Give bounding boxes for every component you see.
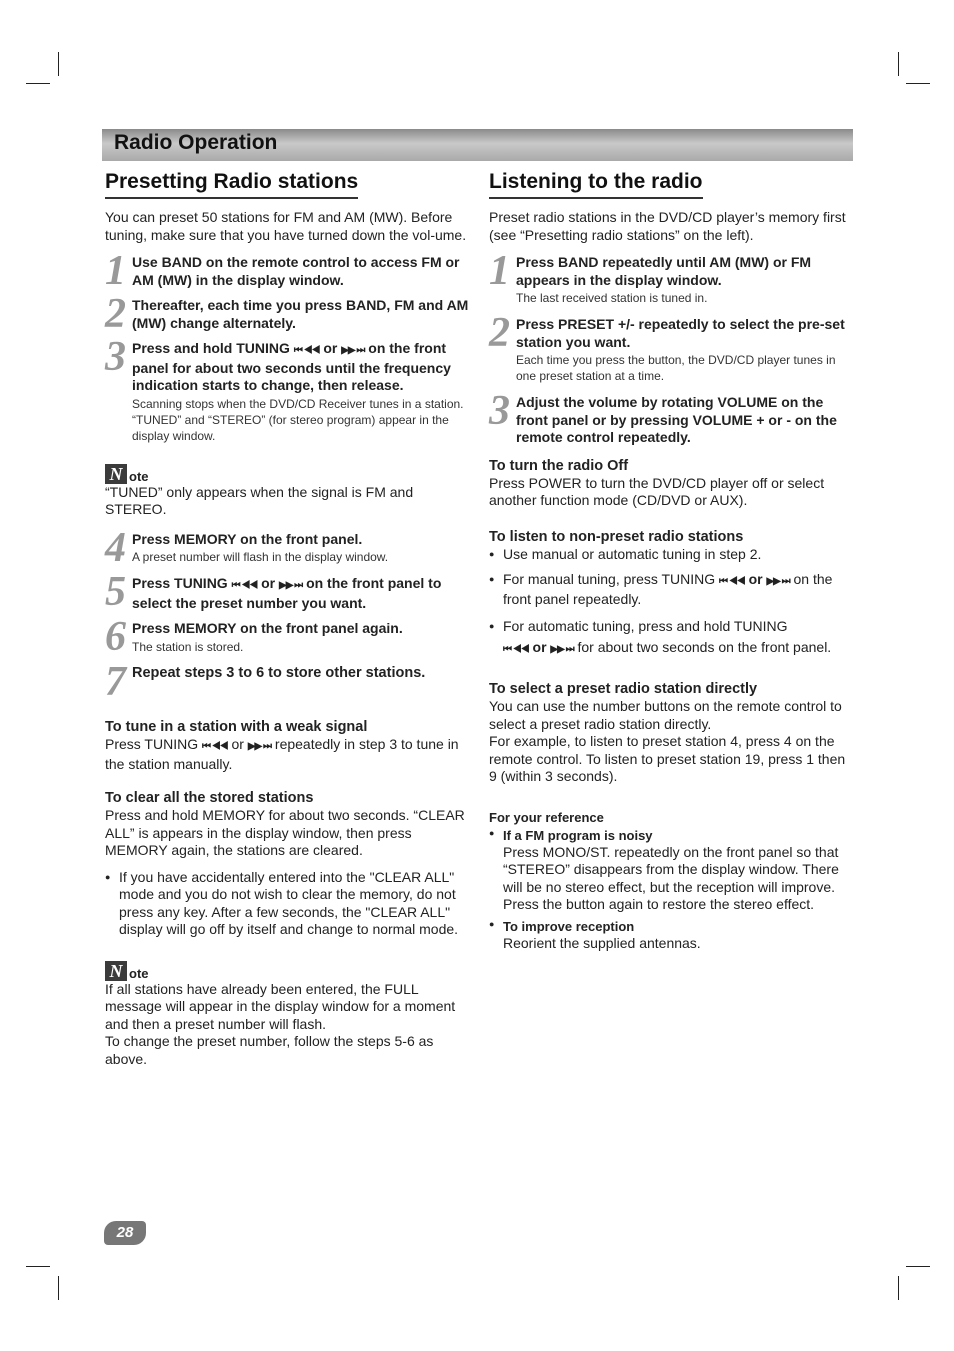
step-text-part: or (261, 575, 276, 591)
crop-mark (58, 52, 59, 76)
crop-mark (906, 83, 930, 84)
page-number: 28 (104, 1221, 146, 1245)
tuning-next-icon: ▶▶ ⏭ (550, 644, 574, 655)
step-number: 5 (105, 569, 126, 615)
note-text: If all stations have already been entered, the FULL message will appear in the display window for a moment and then a preset number will flash. (105, 980, 456, 1032)
presetting-intro: You can preset 50 stations for FM and AM (MW). Before tuning, make sure that you have turned down the vol-ume. (105, 209, 467, 243)
step-text-part: on the front panel for about two seconds until the frequency indication starts to change, then release. (132, 340, 451, 393)
reference-item-text: Press MONO/ST. repeatedly on the front panel so that “STEREO” disappears from the display window. There will be no stereo effect, but the reception will improve. Press the button again to restore the stereo effect. (503, 843, 839, 912)
tuning-prev-icon: ⏮ ◀◀ (293, 345, 320, 356)
note-label: ote (129, 965, 149, 981)
tuning-next-icon: ▶▶ ⏭ (279, 580, 303, 591)
step-number: 7 (105, 658, 126, 705)
crop-mark (906, 1266, 930, 1267)
text-part: Press TUNING (105, 736, 199, 752)
weak-signal-heading: To tune in a station with a weak signal (105, 719, 368, 735)
text-part: or (748, 571, 763, 587)
radio-off-heading: To turn the radio Off (489, 457, 629, 474)
tuning-next-icon: ▶▶ ⏭ (766, 576, 790, 587)
listening-title: Listening to the radio (489, 170, 703, 199)
tuning-prev-icon: ⏮ ◀◀ (231, 580, 258, 591)
step-subtext: The station is stored. (132, 639, 244, 654)
step-3 (105, 334, 469, 444)
step-2 (105, 291, 469, 337)
text-part: For manual tuning, press TUNING (503, 571, 716, 587)
clear-bullet: ● If you have accidentally entered into the "CLEAR ALL" mode and you do not wish to clear the memory, do not press any key. After a few seconds, the "CLEAR ALL" display will go off by itself and change to normal mode. (105, 869, 469, 939)
step-subtext: A preset number will flash in the display window. (132, 550, 389, 564)
step-subtext: Scanning stops when the DVD/CD Receiver tunes in a station. “TUNED” and “STEREO” (for stereo program) appear in the display window. (132, 396, 464, 443)
non-preset-bullet-2 (489, 571, 853, 608)
step-text-part: on the front panel to select the preset number you want. (132, 575, 442, 611)
step-text-part: Press and hold TUNING (132, 340, 290, 356)
step-1 (105, 248, 469, 294)
weak-signal-text (105, 736, 469, 773)
step-text: Thereafter, each time you press BAND, FM and AM (MW) change alternately. (132, 297, 469, 331)
note-label: ote (129, 468, 149, 484)
step-text (132, 340, 469, 395)
step-2 (489, 310, 853, 384)
section-banner (102, 129, 853, 161)
non-preset-bullet-1: ● Use manual or automatic tuning in step 2. (489, 546, 853, 564)
text-part: or (231, 736, 244, 752)
text-part: For automatic tuning, press and hold TUNING (503, 618, 788, 634)
crop-mark (26, 1266, 50, 1267)
step-number: 3 (105, 334, 126, 380)
clear-heading: To clear all the stored stations (105, 790, 314, 806)
crop-mark (58, 1276, 59, 1300)
tuning-next-icon: ▶▶ ⏭ (247, 741, 272, 752)
step-number: 4 (105, 524, 126, 571)
reference-item-title: ● To improve reception (503, 918, 635, 934)
step-7 (105, 658, 469, 705)
reference-item-title: ● If a FM program is noisy (503, 827, 653, 843)
reference-item-reception (489, 918, 853, 953)
step-number: 6 (105, 614, 126, 660)
listening-intro: Preset radio stations in the DVD/CD player’s memory first (see “Presetting radio stations” on the left). (489, 209, 846, 243)
text-part: or (532, 639, 547, 655)
note-icon: N (105, 464, 127, 484)
step-text: Press MEMORY on the front panel. (132, 530, 363, 547)
direct-select-heading: To select a preset radio station directly (489, 681, 758, 697)
text-part: for about two seconds on the front panel. (577, 639, 832, 655)
note-2 (105, 961, 469, 981)
step-text: Repeat steps 3 to 6 to store other stations. (132, 664, 426, 681)
left-column (105, 170, 469, 1068)
tuning-prev-icon: ⏮ ◀◀ (201, 741, 228, 752)
step-subtext: The last received station is tuned in. (516, 291, 708, 305)
right-column (489, 170, 853, 952)
text-part: repeatedly in step 3 to tune in the station manually. (105, 736, 459, 772)
step-text-part: or (323, 340, 338, 356)
step-1 (489, 248, 853, 306)
non-preset-bullet-3 (489, 616, 853, 660)
step-number: 1 (489, 248, 510, 294)
step-number: 2 (105, 291, 126, 337)
note-text: To change the preset number, follow the steps 5-6 as above. (105, 1033, 434, 1067)
step-text: Use BAND on the remote control to access FM or AM (MW) in the display window. (132, 254, 460, 288)
reference-heading: For your reference (489, 809, 604, 825)
page-title: Radio Operation (114, 131, 278, 154)
step-6 (105, 614, 469, 660)
tuning-next-icon: ▶▶ ⏭ (341, 345, 365, 356)
step-text (132, 575, 469, 612)
step-5 (105, 569, 469, 615)
crop-mark (898, 1276, 899, 1300)
text-part: on the front panel repeatedly. (503, 571, 833, 607)
note-icon: N (105, 961, 127, 981)
crop-mark (26, 83, 50, 84)
direct-select-text: For example, to listen to preset station 4, press 4 on the remote control. To listen to preset station 19, press 1 then 9 (within 3 seconds). (489, 733, 846, 784)
step-text: Press BAND repeatedly until AM (MW) or FM appears in the display window. (516, 254, 812, 288)
note-text: “TUNED” only appears when the signal is FM and STEREO. (105, 483, 414, 517)
direct-select-text: You can use the number buttons on the remote control to select a preset radio station directly. (489, 698, 842, 732)
step-number: 3 (489, 388, 510, 434)
reference-item-text: Reorient the supplied antennas. (503, 934, 701, 951)
step-number: 1 (105, 248, 126, 294)
step-text-part: Press TUNING (132, 575, 228, 591)
step-number: 2 (489, 310, 510, 356)
radio-off-text: Press POWER to turn the DVD/CD player off or select another function mode (CD/DVD or AUX). (489, 474, 825, 508)
step-text: Press MEMORY on the front panel again. (132, 620, 403, 636)
clear-text: Press and hold MEMORY for about two seconds. “CLEAR ALL” is appears in the display window, then press MEMORY again, the stations are cleared. (105, 807, 465, 858)
step-subtext: Each time you press the button, the DVD/CD player tunes in one preset station at a time. (516, 353, 836, 383)
step-text: Press PRESET +/- repeatedly to select the pre-set station you want. (516, 316, 845, 350)
tuning-prev-icon: ⏮ ◀◀ (503, 644, 529, 655)
tuning-prev-icon: ⏮ ◀◀ (719, 576, 745, 587)
step-text: Adjust the volume by rotating VOLUME on the front panel or by pressing VOLUME + or - on the remote control repeatedly. (516, 394, 837, 445)
non-preset-heading: To listen to non-preset radio stations (489, 528, 744, 545)
step-4 (105, 524, 469, 571)
step-3 (489, 388, 853, 447)
reference-item-noisy (489, 827, 853, 914)
crop-mark (898, 52, 899, 76)
note-1 (105, 464, 469, 484)
presetting-title: Presetting Radio stations (105, 170, 358, 199)
